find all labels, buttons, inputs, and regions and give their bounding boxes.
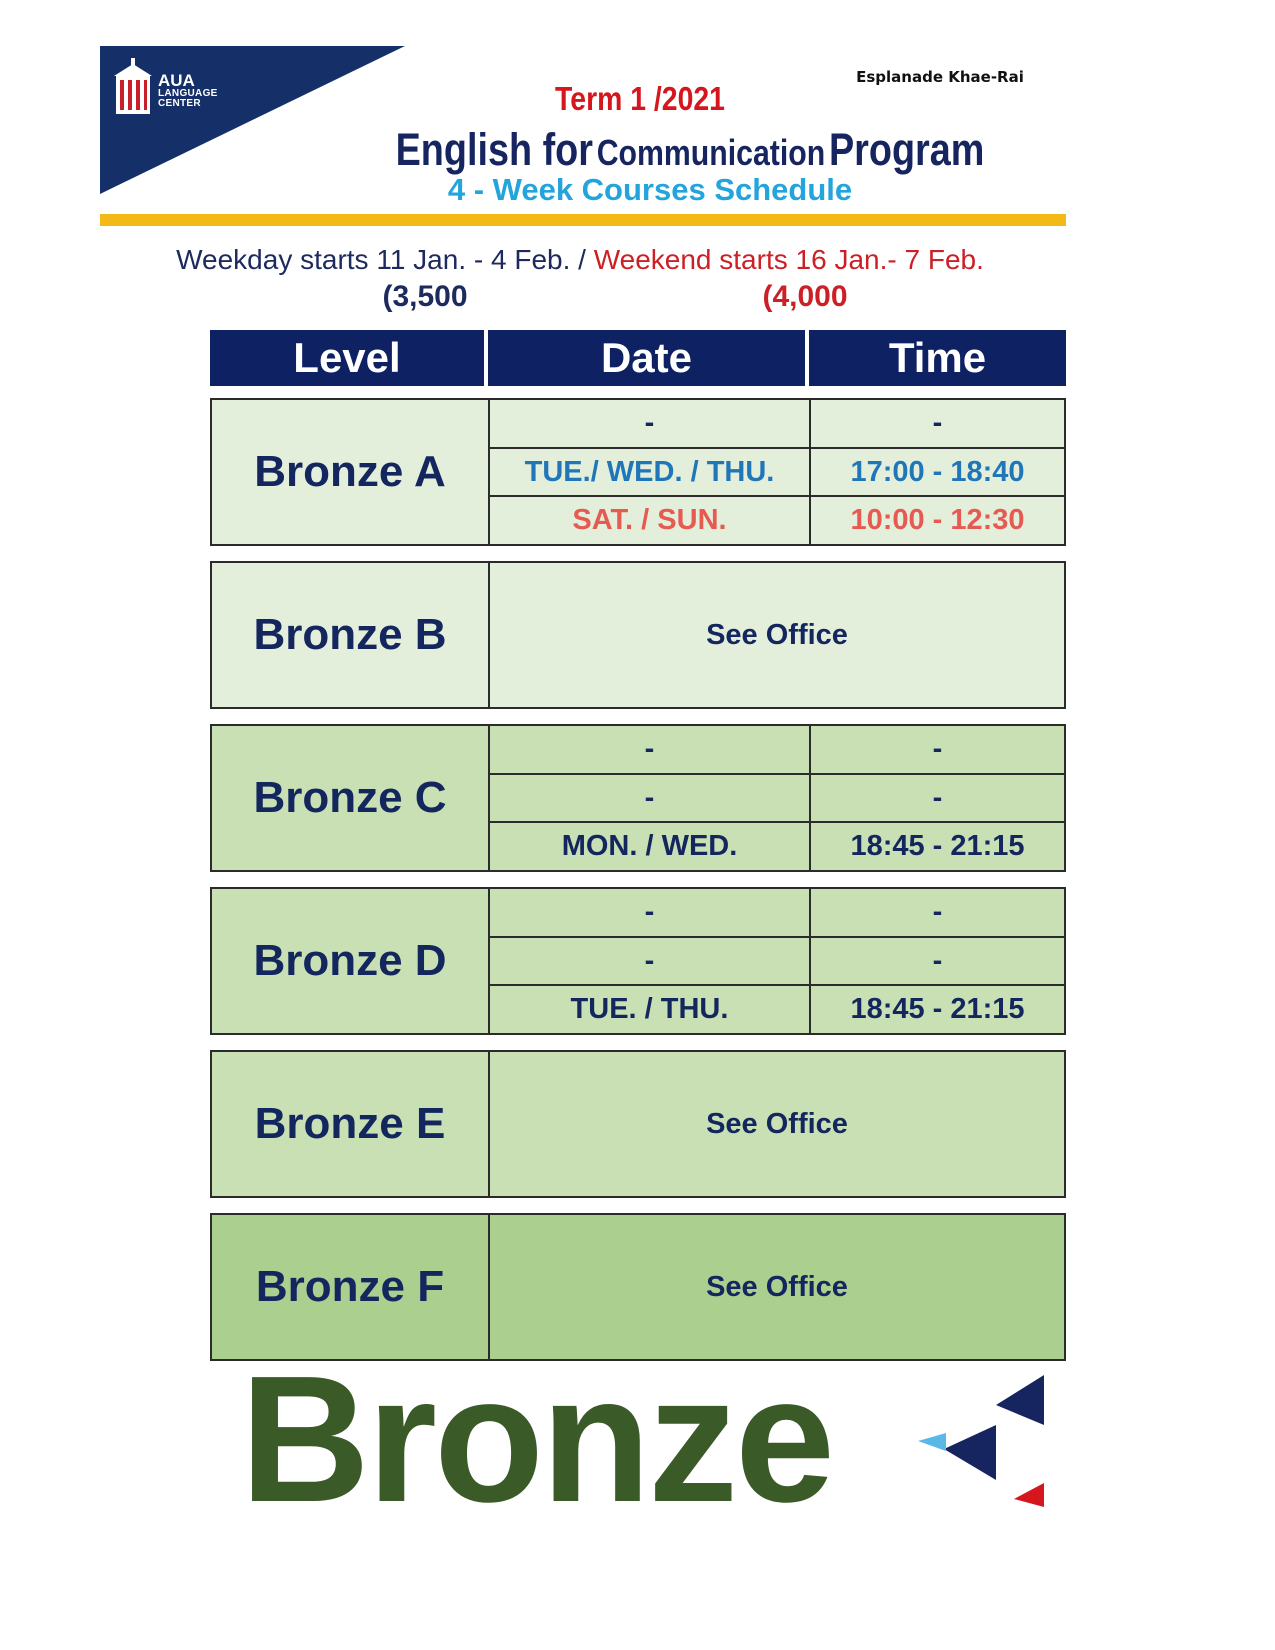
schedule-subtitle: 4 - Week Courses Schedule	[447, 172, 853, 207]
schedule-dates-line	[80, 244, 1080, 276]
time-cell: 10:00 - 12:30	[850, 504, 1025, 537]
see-office-note: See Office	[706, 1270, 848, 1303]
program-part2: Communication	[596, 132, 826, 173]
header-time: Time	[809, 330, 1066, 386]
date-cell: SAT. / SUN.	[490, 497, 811, 544]
schedule-row	[490, 726, 1064, 775]
schedule-row	[490, 889, 1064, 938]
branch-name: Esplanade Khae-Rai	[856, 68, 1024, 86]
level-name: Bronze F	[212, 1215, 490, 1359]
schedule-rows	[490, 726, 1064, 870]
term-title: Term 1 /2021	[555, 80, 725, 117]
header-level: Level	[210, 330, 488, 386]
program-title	[346, 124, 1035, 176]
see-office-note: See Office	[706, 618, 848, 651]
time-cell: 18:45 - 21:15	[850, 993, 1025, 1026]
header-divider	[100, 214, 1066, 226]
weekend-label: Weekend starts	[593, 244, 788, 275]
date-cell: -	[490, 726, 811, 773]
time-cell: -	[932, 406, 943, 439]
schedule-row	[490, 497, 1064, 544]
level-name: Bronze C	[212, 726, 490, 870]
time-cell: -	[932, 732, 943, 765]
schedule-row	[490, 986, 1064, 1033]
logo-text	[158, 72, 218, 109]
date-cell: -	[490, 938, 811, 985]
dates-separator: /	[578, 244, 586, 275]
date-cell: -	[490, 775, 811, 822]
header-date: Date	[488, 330, 809, 386]
weekday-price: (3,500	[382, 280, 468, 313]
schedule-row	[490, 775, 1064, 824]
level-block-bronze-e	[210, 1050, 1066, 1198]
aua-building-logo-icon	[112, 58, 154, 116]
logo-name: AUA	[158, 71, 195, 90]
logo-sub2: CENTER	[158, 98, 201, 109]
level-block-bronze-d	[210, 887, 1066, 1035]
schedule-row	[490, 823, 1064, 870]
date-cell: TUE./ WED. / THU.	[490, 449, 811, 496]
date-cell: -	[490, 400, 811, 447]
date-cell: TUE. / THU.	[490, 986, 811, 1033]
level-block-bronze-a	[210, 398, 1066, 546]
schedule-rows	[490, 889, 1064, 1033]
level-name: Bronze E	[212, 1052, 490, 1196]
level-block-bronze-b	[210, 561, 1066, 709]
time-cell: -	[932, 781, 943, 814]
time-cell: 18:45 - 21:15	[850, 830, 1025, 863]
weekday-dates: Weekday starts 11 Jan. - 4 Feb.	[176, 244, 571, 275]
program-part3: Program	[828, 124, 985, 175]
level-name: Bronze B	[212, 563, 490, 707]
weekend-dates: 16 Jan.- 7 Feb.	[795, 244, 984, 275]
level-name: Bronze A	[212, 400, 490, 544]
time-cell: 17:00 - 18:40	[850, 455, 1025, 488]
level-block-bronze-c	[210, 724, 1066, 872]
schedule-row	[490, 400, 1064, 449]
schedule-row	[490, 938, 1064, 987]
weekend-price: (4,000	[762, 280, 848, 313]
logo-sub1: LANGUAGE	[158, 88, 218, 99]
time-cell: -	[932, 895, 943, 928]
date-cell: MON. / WED.	[490, 823, 811, 870]
time-cell: -	[932, 944, 943, 977]
program-part1: English for	[395, 124, 593, 175]
schedule-row	[490, 449, 1064, 498]
triangle-arrows-icon	[910, 1375, 1050, 1515]
level-name: Bronze D	[212, 889, 490, 1033]
see-office-note: See Office	[706, 1107, 848, 1140]
schedule-rows	[490, 400, 1064, 544]
bronze-footer-word: Bronze	[240, 1339, 833, 1540]
date-cell: -	[490, 889, 811, 936]
table-header	[210, 330, 1066, 386]
